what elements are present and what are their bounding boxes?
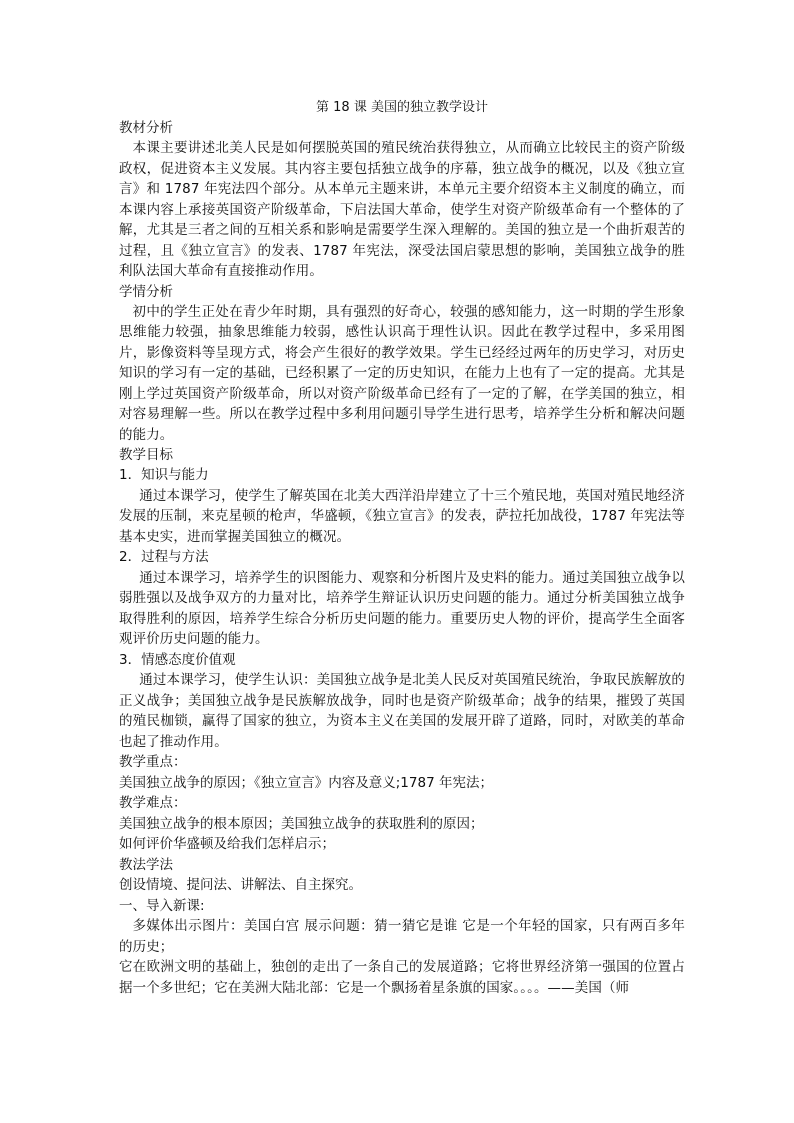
difficult-points-heading: 教学难点： [119, 795, 187, 811]
goal3-paragraph: 通过本课学习，使学生认识：美国独立战争是北美人民反对英国殖民统治，争取民族解放的正义战争；美国独立战争是民族解放战争，同时也是资产阶级革命；战争的结果，摧毁了英国的殖民枷锁，赢得了国家的独立，为资本主义在美国的发展开辟了道路，同时，对欧美的革命也起了推动作用。 [119, 672, 685, 750]
document-title: 第 18 课 美国的独立教学设计 [316, 100, 488, 115]
intro-heading: 一、导入新课: [119, 897, 205, 914]
students-heading: 学情分析 [119, 283, 173, 300]
students-paragraph: 初中的学生正处在青少年时期，具有强烈的好奇心，较强的感知能力，这一时期的学生形象思维能力较强，抽象思维能力较弱，感性认识高于理性认识。因此在教学过程中，多采用图片，影像资料等呈现方式，将会产生很好的教学效果。学生已经经过两年的历史学习，对历史知识的学习有一定的基础，已经积累了一定的历史知识，在能力上也有了一定的提高。尤其是刚上学过英国资产阶级革命，所以对资产阶级革命已经有了一定的了解，在学美国的独立，相对容易理解一些。所以在教学过程中多利用问题引导学生进行思考，培养学生分析和解决问题的能力。 [119, 303, 685, 443]
analysis-paragraph: 本课主要讲述北美人民是如何摆脱英国的殖民统治获得独立，从而确立比较民主的资产阶级政权，促进资本主义发展。其内容主要包括独立战争的序幕，独立战争的概况，以及《独立宣言》和 1787 年宪法四个部分。从本单元主题来讲，本单元主要介绍资本主义制度的确立，而本课内容上承接英国资产阶级革命，下启法国大革命，使学生对资产阶级革命有一个整体的了解，尤其是三者之间的互相关系和影响是需要学生深入理解的。美国的独立是一个曲折艰苦的过程，且《独立宣言》的发表、1787 年宪法，深受法国启蒙思想的影响，美国独立战争的胜利队法国大革命有直接推动作用。 [119, 140, 685, 279]
difficult-points-line-2: 如何评价华盛顿及给我们怎样启示； [119, 836, 335, 852]
key-points-heading: 教学重点： [119, 754, 187, 770]
goal1-heading: 1．知识与能力 [119, 467, 209, 483]
method-heading: 教法学法 [119, 856, 173, 873]
document-page [119, 98, 685, 998]
method-text: 创设情境、提问法、讲解法、自主探究。 [119, 877, 362, 893]
key-points-text: 美国独立战争的原因；《独立宣言》内容及意义;1787 年宪法； [119, 774, 493, 791]
intro-paragraph-1: 多媒体出示图片：美国白宫 展示问题：猜一猜它是谁 它是一个年轻的国家，只有两百多年的历史； [119, 918, 685, 955]
goal2-paragraph: 通过本课学习，培养学生的识图能力、观察和分析图片及史料的能力。通过美国独立战争以弱胜强以及战争双方的力量对比，培养学生辩证认识历史问题的能力。通过分析美国独立战争取得胜利的原因，培养学生综合分析历史问题的能力。重要历史人物的评价，提高学生全面客观评价历史问题的能力。 [119, 569, 685, 647]
goal1-paragraph: 通过本课学习，使学生了解英国在北美大西洋沿岸建立了十三个殖民地，英国对殖民地经济发展的压制，来克星顿的枪声，华盛顿，《独立宣言》的发表，萨拉托加战役，1787 年宪法等基本史实，进而掌握美国独立的概况。 [119, 487, 685, 545]
difficult-points-line-1: 美国独立战争的根本原因；美国独立战争的获取胜利的原因； [119, 815, 484, 832]
intro-paragraph-2: 它在欧洲文明的基础上，独创的走出了一条自己的发展道路；它将世界经济第一强国的位置占据一个多世纪；它在美洲大陆北部：它是一个飘扬着星条旗的国家。。。。——美国（师 [119, 959, 685, 996]
goals-heading: 教学目标 [119, 447, 173, 463]
analysis-heading: 教材分析 [119, 120, 173, 136]
goal2-heading: 2．过程与方法 [119, 549, 209, 565]
goal3-heading: 3．情感态度价值观 [119, 651, 236, 668]
